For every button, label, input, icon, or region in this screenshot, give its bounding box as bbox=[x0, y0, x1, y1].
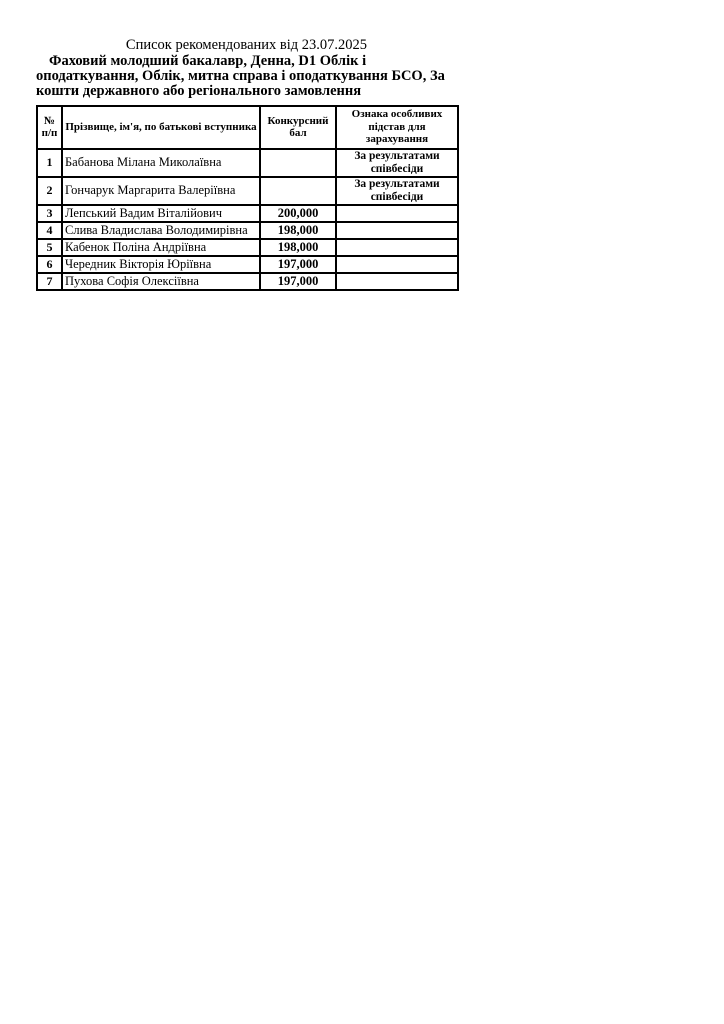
applicant-score: 197,000 bbox=[260, 273, 336, 290]
table-row bbox=[37, 273, 458, 290]
row-number: 4 bbox=[37, 222, 62, 239]
applicant-name: Гончарук Маргарита Валеріївна bbox=[62, 177, 260, 205]
document-content bbox=[36, 37, 457, 291]
row-number: 3 bbox=[37, 205, 62, 222]
table-row bbox=[37, 149, 458, 177]
applicant-name: Чередник Вікторія Юріївна bbox=[62, 256, 260, 273]
header-basis: Ознака особливих підстав для зарахування bbox=[336, 106, 458, 149]
table-header-row bbox=[37, 106, 458, 149]
applicant-basis bbox=[336, 256, 458, 273]
table-row bbox=[37, 205, 458, 222]
applicant-basis bbox=[336, 239, 458, 256]
applicant-score: 200,000 bbox=[260, 205, 336, 222]
applicant-basis: За результатами співбесіди bbox=[336, 149, 458, 177]
row-number: 1 bbox=[37, 149, 62, 177]
applicant-basis bbox=[336, 222, 458, 239]
table-row bbox=[37, 222, 458, 239]
applicant-name: Бабанова Мілана Миколаївна bbox=[62, 149, 260, 177]
subtitle-line: кошти державного або регіонального замовлення bbox=[36, 83, 362, 100]
applicant-score: 197,000 bbox=[260, 256, 336, 273]
applicant-basis: За результатами співбесіди bbox=[336, 177, 458, 205]
table-row bbox=[37, 256, 458, 273]
header-name: Прізвище, ім'я, по батькові вступника bbox=[62, 106, 260, 149]
applicant-name: Лепський Вадим Віталійович bbox=[62, 205, 260, 222]
header-num: № п/п bbox=[37, 106, 62, 149]
subtitle-line: оподаткування, Облік, митна справа і оподаткування БСО, За bbox=[36, 68, 445, 85]
applicant-score: 198,000 bbox=[260, 239, 336, 256]
row-number: 6 bbox=[37, 256, 62, 273]
header-score: Конкурсний бал bbox=[260, 106, 336, 149]
applicant-score bbox=[260, 177, 336, 205]
row-number: 5 bbox=[37, 239, 62, 256]
subtitle-line: Фаховий молодший бакалавр, Денна, D1 Облік і bbox=[49, 53, 367, 69]
applicant-name: Кабенок Поліна Андріївна bbox=[62, 239, 260, 256]
document-title: Список рекомендованих від 23.07.2025 bbox=[125, 37, 368, 53]
applicant-basis bbox=[336, 205, 458, 222]
row-number: 7 bbox=[37, 273, 62, 290]
document-subtitle bbox=[36, 54, 457, 100]
applicant-score bbox=[260, 149, 336, 177]
applicants-table bbox=[36, 105, 459, 291]
applicant-name: Пухова Софія Олексіївна bbox=[62, 273, 260, 290]
applicant-score: 198,000 bbox=[260, 222, 336, 239]
applicant-basis bbox=[336, 273, 458, 290]
table-row bbox=[37, 239, 458, 256]
row-number: 2 bbox=[37, 177, 62, 205]
table-row bbox=[37, 177, 458, 205]
applicant-name: Слива Владислава Володимирівна bbox=[62, 222, 260, 239]
